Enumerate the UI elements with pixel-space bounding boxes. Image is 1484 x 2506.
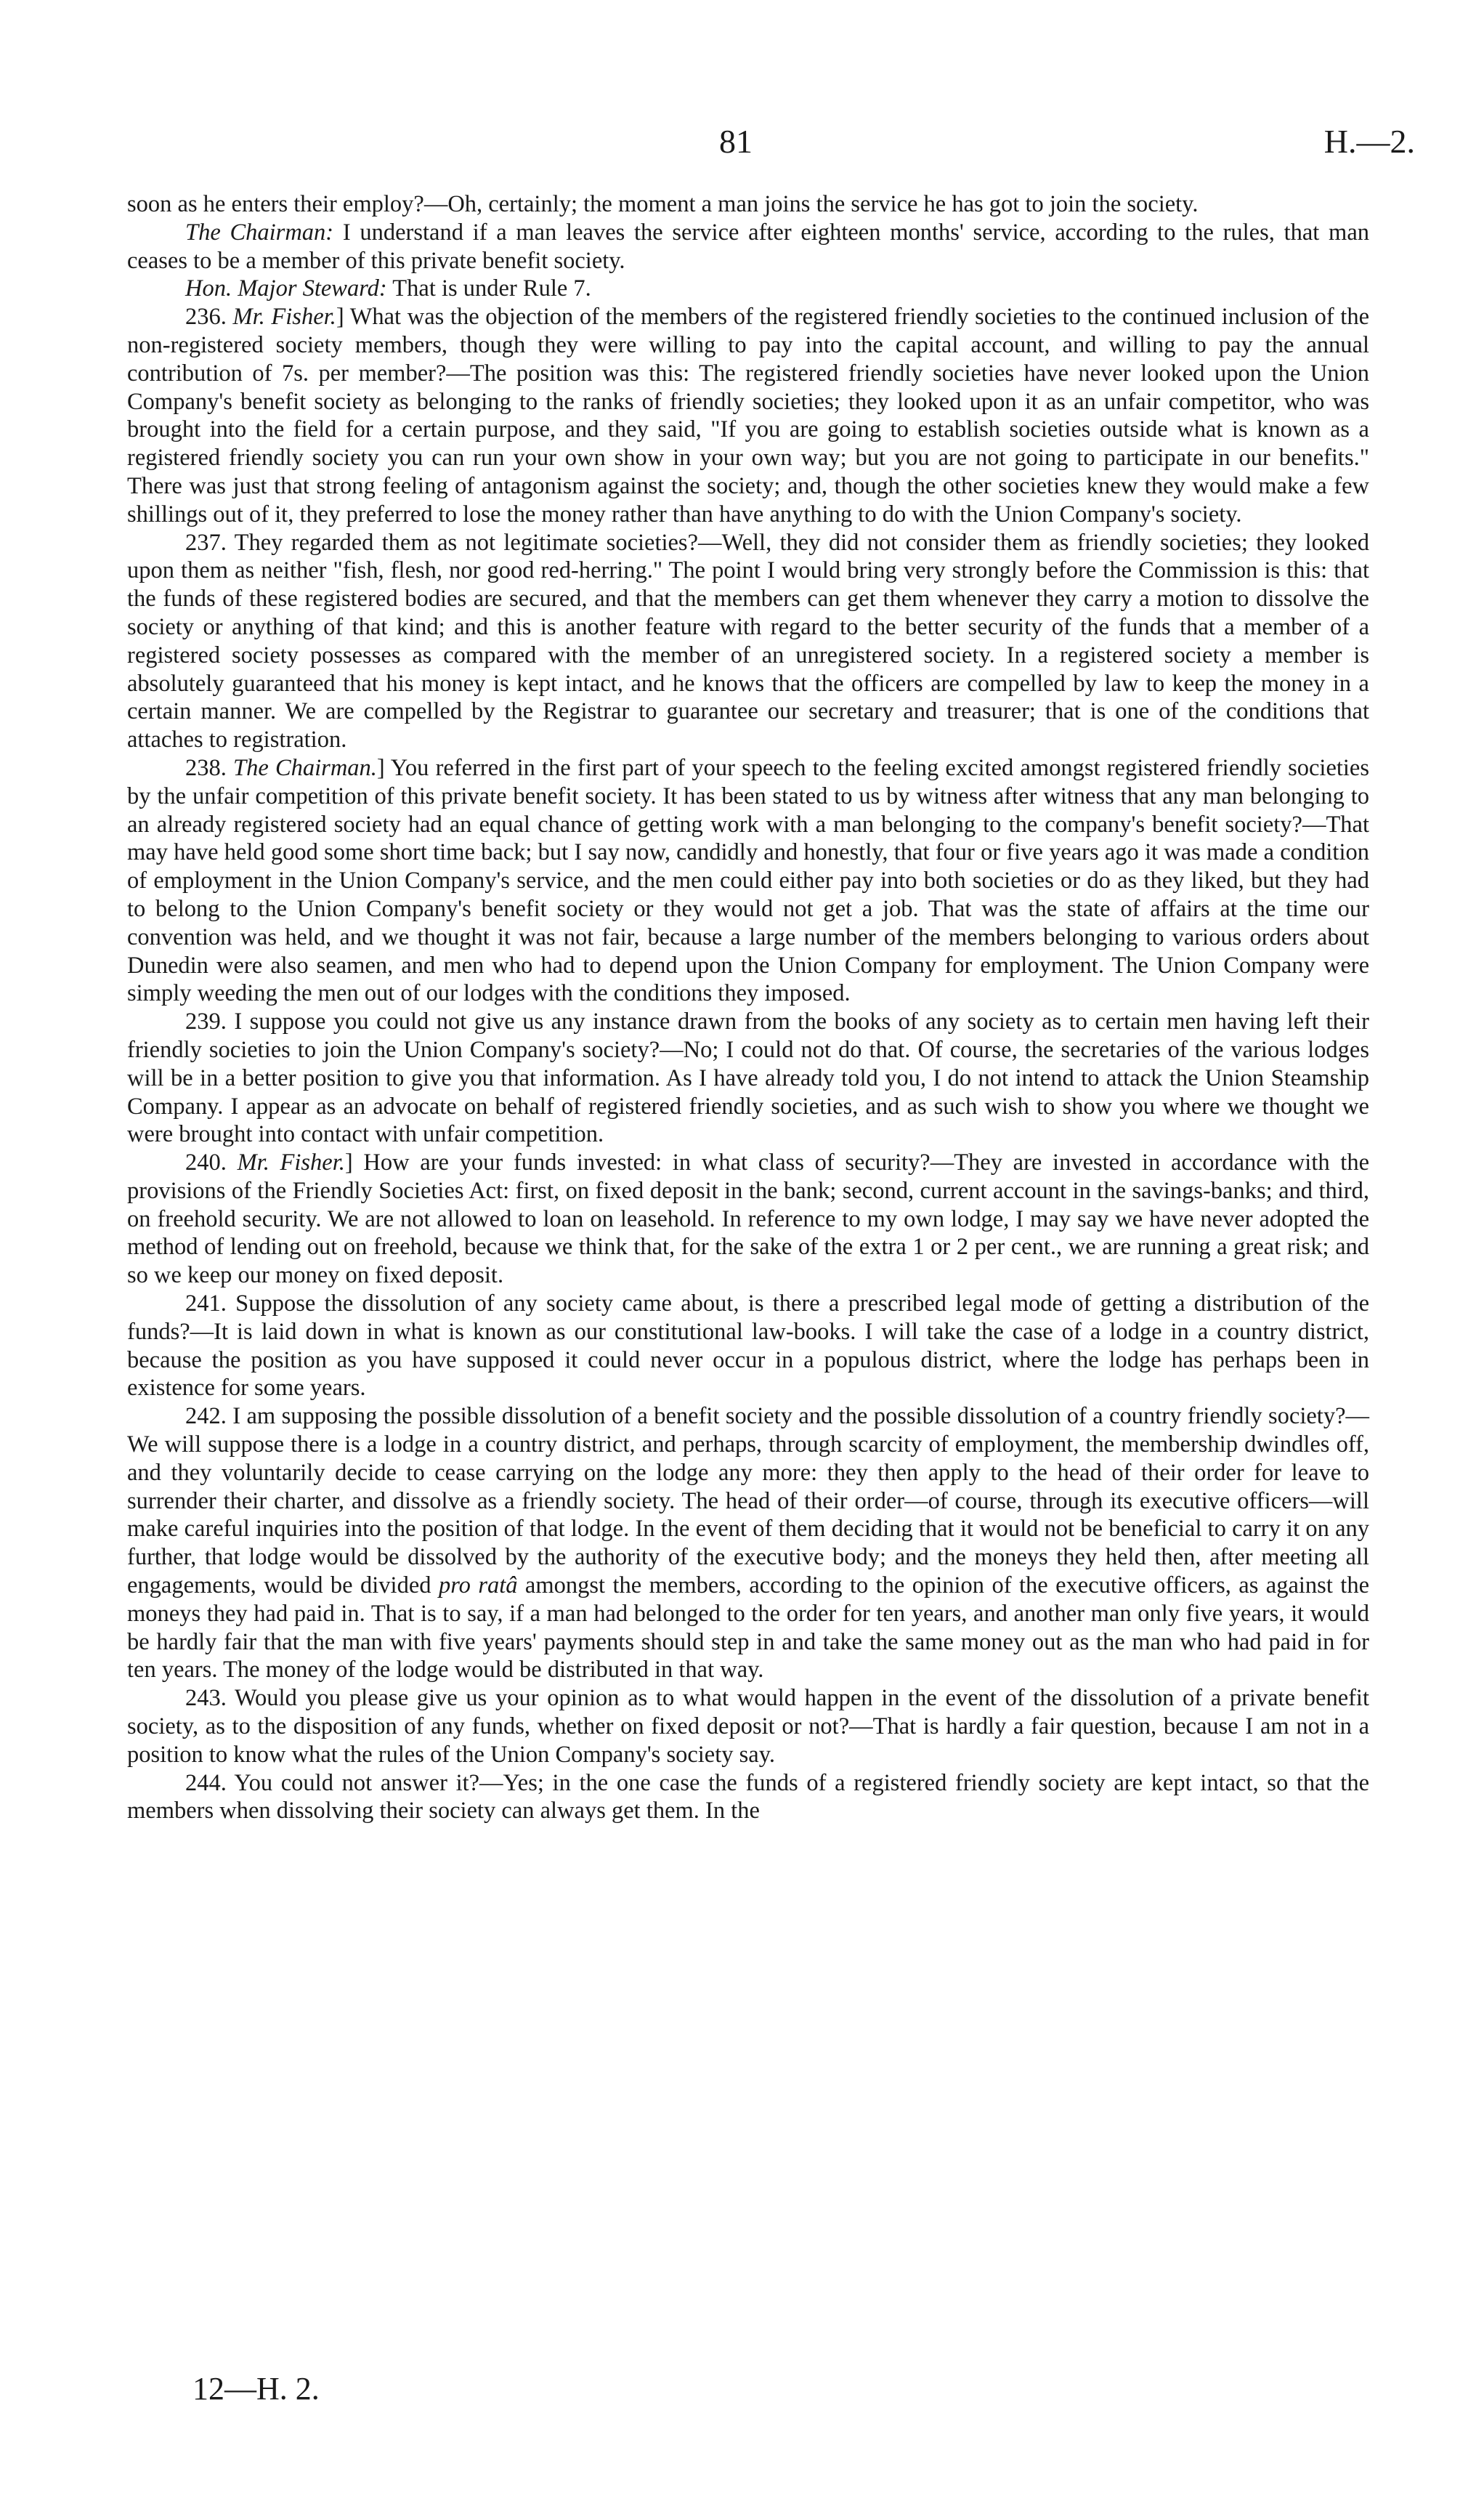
document-reference: H.—2. [1323,123,1415,160]
paragraph-238 [127,754,1369,1008]
question-number: 240. [185,1149,227,1176]
paragraph-237 [127,529,1369,754]
speaker-label: The Chairman. [233,754,377,781]
paragraph-239 [127,1008,1369,1149]
paragraph-243 [127,1684,1369,1769]
speaker-label: Hon. Major Steward: [185,275,387,302]
paragraph-text: They regarded them as not legitimate societies?—Well, they did not consider them as friendly societies; they looked upon them as neither "fish, flesh, nor good red-herring." The point I would bring very strongly before the Commission is this: that the funds of these registered bodies are secured, and that the members can get them whenever they carry a motion to dissolve the society or anything of that kind; and this is another feature with regard to the better security of the funds that a member of a registered society possesses as compared with the member of an unregistered society. In a registered society a member is absolutely guaranteed that his money is kept intact, and he knows that the officers are compelled by law to keep the money in a certain manner. We are compelled by the Registrar to guarantee our secretary and treasurer; that is one of the conditions that attaches to registration. [127,529,1369,753]
paragraph-text: You could not answer it?—Yes; in the one case the funds of a registered friendly society are kept intact, so that the members when dissolving their society can always get them. In the [127,1769,1369,1824]
paragraph-242 [127,1402,1369,1684]
question-number: 244. [185,1769,227,1796]
paragraph-236 [127,303,1369,528]
footer-signature: 12—H. 2. [192,2371,320,2406]
paragraph-text: ] How are your funds invested: in what class of security?—They are invested in accordance with the provisions of the Friendly Societies Act: first, on fixed deposit in the bank; second, current account in the savings-banks; and third, on freehold security. We are not allowed to loan on leasehold. In reference to my own lodge, I may say we have never adopted the method of lending out on freehold, because we think that, for the sake of the extra 1 or 2 per cent., we are running a great risk; and so we keep our money on fixed deposit. [127,1149,1370,1289]
question-number: 236. [185,304,227,331]
paragraph-text: I am supposing the possible dissolution of a benefit society and the possible dissolution of a country friendly society?—We will suppose there is a lodge in a country district, and perhaps, through scarcity of employment, the membership dwindles off, and they voluntarily decide to cease carrying on the lodge any more: they then apply to the head of their order for leave to surrender their charter, and dissolve as a friendly society. The head of their order—of course, through its executive officers—will make careful inquiries into the position of that lodge. In the event of them deciding that it would not be beneficial to carry it on any further, that lodge would be dissolved by the authority of the executive body; and the moneys they held then, after meeting all engagements, would be divided [127,1403,1370,1599]
paragraph-text: That is under Rule 7. [386,275,591,302]
paragraph-244 [127,1769,1369,1826]
speaker-label: The Chairman: [185,219,334,246]
paragraph-240 [127,1149,1369,1290]
body-text [127,190,1369,1825]
paragraph-text: Would you please give us your opinion as to what would happen in the event of the dissolution of a private benefit society, as to the disposition of any funds, whether on fixed deposit or not?—That is hardly a fair question, because I am not in a position to know what the rules of the Union Company's society say. [127,1685,1369,1768]
paragraph-text: ] You referred in the first part of your speech to the feeling excited amongst registered friendly societies by the unfair competition of this private benefit society. It has been stated to us by witness after witness that any man belonging to an already registered society had an equal chance of getting work with a man belonging to the company's benefit society?—That may have held good some short time back; but I say now, candidly and honestly, that four or five years ago it was made a condition of employment in the Union Company's service, and the men could either pay into both societies or do as they liked, but they had to belong to the Union Company's benefit society or they would not get a job. That was the state of affairs at the time our convention was held, and we thought it was not fair, because a large number of the members belonging to various orders about Dunedin were also seamen, and men who had to depend upon the Union Company for employment. The Union Company were simply weeding the men out of our lodges with the conditions they imposed. [127,754,1369,1007]
question-number: 238. [185,754,227,781]
paragraph-0 [127,190,1369,219]
paragraph-text: ] What was the objection of the members of the registered friendly societies to the continued inclusion of the non-registered society members, though they were willing to pay into the capital account, and willing to pay the annual contribution of 7s. per member?—The position was this: The registered friendly societies have never looked upon the Union Company's benefit society as belonging to the ranks of friendly societies; they looked upon it as an unfair competitor, who was brought into the field for a certain purpose, and they said, "If you are going to establish societies outside what is known as a registered friendly society you can run your own show in your own way; but you are not going to participate in our benefits." There was just that strong feeling of antagonism against the society; and, though the other societies knew they would make a few shillings out of it, they preferred to lose the money rather than have anything to do with the Union Company's society. [127,304,1370,528]
question-number: 241. [185,1290,227,1317]
page-number: 81 [719,123,753,160]
question-number: 243. [185,1685,227,1712]
question-number: 242. [185,1403,227,1430]
paragraph-241 [127,1290,1369,1402]
paragraph-2 [127,275,1369,303]
paragraph-text: soon as he enters their employ?—Oh, certainly; the moment a man joins the service he has got to join the society. [127,191,1199,217]
question-number: 237. [185,529,227,556]
paragraph-text-continued: amongst the members, according to the opinion of the executive officers, as against the moneys they had paid in. That is to say, if a man had belonged to the order for ten years, and another man only five years, it would be hardly fair that the man with five years' payments should step in and take the same money out as the man who had paid in for ten years. The money of the lodge would be distributed in that way. [127,1572,1369,1684]
speaker-label: Mr. Fisher. [237,1149,345,1176]
paragraph-text: I suppose you could not give us any instance drawn from the books of any society as to certain men having left their friendly societies to join the Union Company's society?—No; I could not do that. Of course, the secretaries of the various lodges will be in a better position to give you that information. As I have already told you, I do not intend to attack the Union Steamship Company. I appear as an advocate on behalf of registered friendly societies, and as such wish to show you where we thought we were brought into contact with unfair competition. [127,1009,1370,1148]
speaker-label: Mr. Fisher. [232,304,336,331]
question-number: 239. [185,1009,227,1035]
paragraph-text: I understand if a man leaves the service after eighteen months' service, according to the rules, that man ceases to be a member of this private benefit society. [127,219,1369,274]
paragraph-1 [127,219,1369,275]
paragraph-text: Suppose the dissolution of any society came about, is there a prescribed legal mode of getting a distribution of the funds?—It is laid down in what is known as our constitutional law-books. I will take the case of a lodge in a country district, because the position as you have supposed it could never occur in a populous district, where the lodge has perhaps been in existence for some years. [127,1290,1369,1402]
latin-phrase: pro ratâ [438,1572,518,1599]
